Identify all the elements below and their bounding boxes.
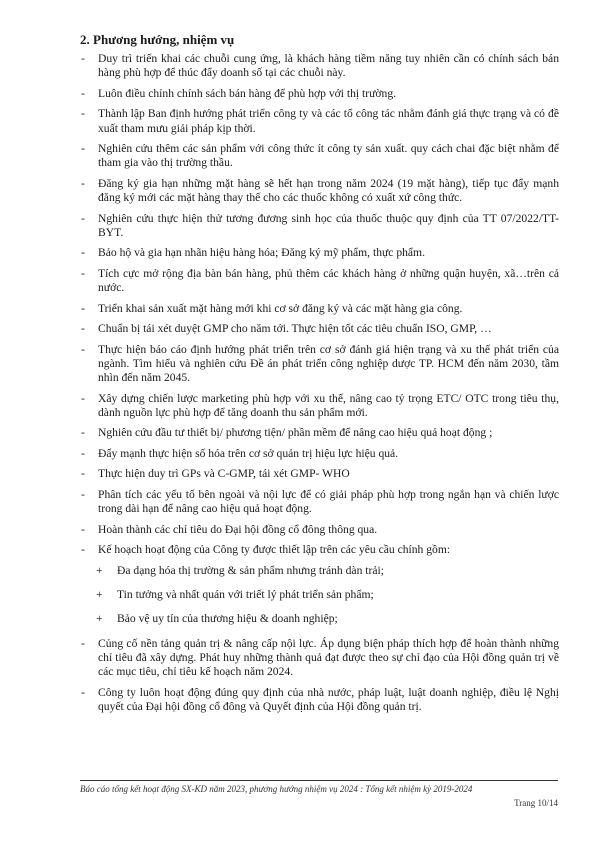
sub-list-item bbox=[81, 588, 559, 602]
list-item bbox=[81, 246, 559, 260]
bullet-marker: - bbox=[81, 636, 85, 650]
list-item-text: Nghiên cứu thêm các sản phẩm với công thức ít công ty sản xuất. quy cách chai đặc biệt nhằm để tham gia vào thị trường thầu. bbox=[98, 142, 559, 170]
bullet-marker: - bbox=[81, 391, 85, 405]
bullet-marker: + bbox=[96, 587, 103, 601]
list-item-text: Nghiên cứu đầu tư thiết bị/ phương tiện/ phần mềm để nâng cao hiệu quả hoạt động ; bbox=[98, 426, 493, 440]
list-item bbox=[81, 177, 559, 206]
page-number: Trang 10/14 bbox=[514, 798, 558, 808]
bullet-marker: - bbox=[81, 266, 85, 280]
list-item bbox=[81, 87, 559, 101]
bullet-marker: - bbox=[81, 342, 85, 356]
bullet-marker: - bbox=[81, 467, 85, 481]
list-item-text: Đẩy mạnh thực hiện số hóa trên cơ sở quản trị hiệu lực hiệu quả. bbox=[98, 446, 399, 460]
list-item-text: Công ty luôn hoạt động đúng quy định của nhà nước, pháp luật, luật doanh nghiệp, điều lệ Nghị quyết của Đại hội đồng cổ đông và Quyết định của Hội đồng quản trị. bbox=[98, 685, 559, 713]
footer-caption: Báo cáo tổng kết hoạt động SX-KD năm 2023, phương hướng nhiệm vụ 2024 : Tổng kết nhiệm kỳ 2019-2024 bbox=[80, 784, 473, 794]
list-item bbox=[81, 467, 559, 481]
list-item bbox=[81, 637, 559, 680]
bullet-marker: - bbox=[81, 301, 85, 315]
list-item-text: Củng cố nền tảng quản trị & nâng cấp nội lực. Áp dụng biện pháp thích hợp để hoàn thành những chỉ tiêu đã xây dựng. Phát huy những thành quả đạt được theo sự chỉ đạo của Hội đồng quản trị về các mục tiêu, chỉ tiêu kế hoạch năm 2024. bbox=[98, 636, 559, 679]
list-item-text: Xây dựng chiến lược marketing phù hợp với xu thế, nâng cao tỷ trọng ETC/ OTC trong tiêu thụ, dành nguồn lực phù hợp để tăng doanh thu sản phẩm mới. bbox=[98, 391, 559, 419]
list-item bbox=[81, 212, 559, 241]
bullet-marker: - bbox=[81, 322, 85, 336]
list-item bbox=[81, 686, 559, 715]
list-item bbox=[81, 302, 559, 316]
bullet-marker: - bbox=[81, 446, 85, 460]
list-item-text: Tin tưởng và nhất quán với triết lý phát triển sản phẩm; bbox=[117, 587, 374, 601]
list-item-text: Hoàn thành các chỉ tiêu do Đại hội đồng cổ đông thông qua. bbox=[98, 522, 378, 536]
list-item bbox=[81, 322, 559, 336]
list-item-text: Đăng ký gia hạn những mặt hàng sẽ hết hạn trong năm 2024 (19 mặt hàng), tiếp tục đẩy mạnh đăng ký mới các mặt hàng thay thế cho các thuốc không có xuất xứ công thức. bbox=[98, 176, 559, 205]
list-item bbox=[81, 107, 559, 136]
list-item-text: Kế hoạch hoạt động của Công ty được thiết lập trên các yêu cầu chính gồm: bbox=[98, 543, 451, 557]
list-item bbox=[81, 343, 559, 386]
list-item-text: Đa dạng hóa thị trường & sản phẩm nhưng tránh dàn trải; bbox=[117, 563, 384, 577]
list-item bbox=[81, 392, 559, 421]
list-item-text: Bảo hộ và gia hạn nhãn hiệu hàng hóa; Đăng ký mỹ phẩm, thực phẩm. bbox=[98, 246, 425, 260]
list-item-text: Phân tích các yếu tố bên ngoài và nội lực để có giải pháp phù hợp trong ngắn hạn và chiến lược trong dài hạn để nâng cao hiệu quả hoạt động. bbox=[98, 487, 559, 516]
bullet-marker: - bbox=[81, 487, 85, 501]
list-item-text: Tích cực mở rộng địa bàn bán hàng, phủ thêm các khách hàng ở những quận huyện, xã…trên cả nước. bbox=[98, 266, 559, 295]
bullet-marker: - bbox=[81, 426, 85, 440]
list-item bbox=[81, 142, 559, 171]
bullet-marker: - bbox=[81, 176, 85, 190]
list-item-text: Triển khai sản xuất mặt hàng mới khi cơ sở đăng ký và các mặt hàng gia công. bbox=[98, 301, 463, 315]
list-item bbox=[81, 426, 559, 440]
list-item-text: Thành lập Ban định hướng phát triển công ty và các tổ công tác nhằm đánh giá thực trạng và có đề xuất tham mưu giải pháp kịp thời. bbox=[98, 107, 559, 135]
section-heading: 2. Phương hướng, nhiệm vụ bbox=[80, 32, 235, 47]
sub-list-item bbox=[81, 612, 559, 626]
bullet-marker: - bbox=[81, 142, 85, 156]
list-item bbox=[81, 267, 559, 296]
bullet-marker: - bbox=[81, 52, 85, 65]
bullet-marker: - bbox=[81, 86, 85, 100]
bullet-marker: - bbox=[81, 685, 85, 699]
bullet-marker: - bbox=[81, 107, 85, 121]
bullet-marker: - bbox=[81, 246, 85, 260]
bullet-marker: - bbox=[81, 522, 85, 536]
bullet-marker: - bbox=[81, 211, 85, 225]
sub-list-item bbox=[81, 564, 559, 578]
list-item-text: Thực hiện báo cáo định hướng phát triển trên cơ sở đánh giá hiện trạng và xu thế phát triển của ngành. Tìm hiểu và nghiên cứu Đề án phát triển công nghiệp dược TP. HCM đến năm 2030, tầm nhìn đến năm 2045. bbox=[98, 342, 559, 385]
footer-divider bbox=[80, 780, 558, 781]
list-item bbox=[81, 523, 559, 537]
list-item-text: Thực hiện duy trì GPs và C-GMP, tái xét GMP- WHO bbox=[98, 467, 350, 481]
list-item bbox=[81, 447, 559, 461]
bullet-marker: + bbox=[96, 612, 103, 626]
list-item bbox=[81, 543, 559, 557]
list-item bbox=[81, 52, 559, 81]
task-list bbox=[81, 52, 559, 720]
bullet-marker: + bbox=[96, 563, 103, 577]
list-item-text: Chuẩn bị tái xét duyệt GMP cho năm tới. Thực hiện tốt các tiêu chuẩn ISO, GMP, … bbox=[98, 322, 492, 336]
list-item-text: Duy trì triển khai các chuỗi cung ứng, là khách hàng tiềm năng tuy nhiên cần có chính sách bán hàng phù hợp để thúc đẩy doanh số tại các chuỗi này. bbox=[98, 52, 559, 80]
bullet-marker: - bbox=[81, 543, 85, 557]
list-item-text: Luôn điều chỉnh chính sách bán hàng để phù hợp với thị trường. bbox=[98, 86, 397, 100]
list-item-text: Bảo vệ uy tín của thương hiệu & doanh nghiệp; bbox=[117, 612, 338, 626]
list-item bbox=[81, 488, 559, 517]
list-item-text: Nghiên cứu thực hiện thử tương đương sinh học của thuốc thuộc quy định của TT 07/2022/TT- BYT. bbox=[98, 211, 559, 239]
